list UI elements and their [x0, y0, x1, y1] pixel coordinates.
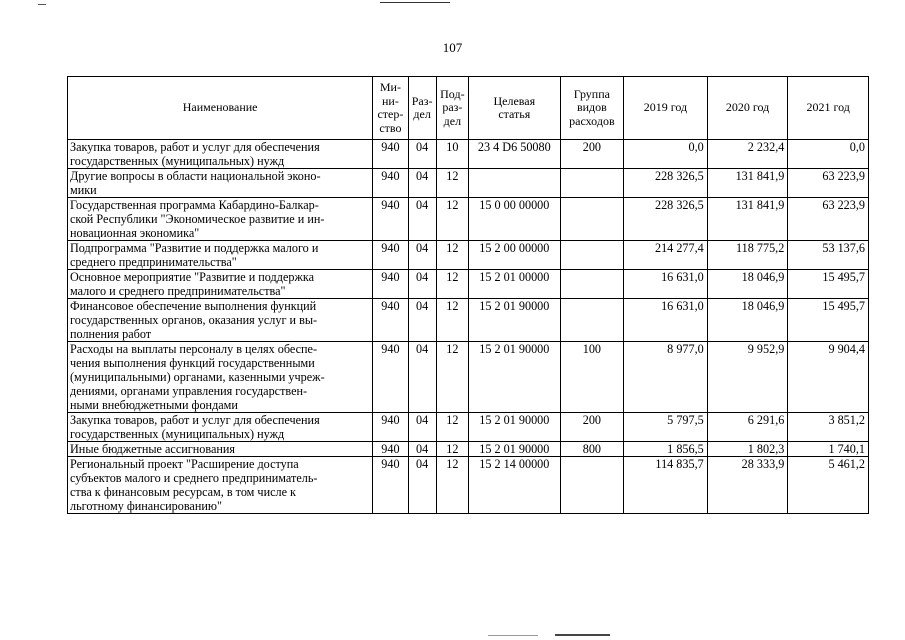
cell-ministry: 940: [373, 241, 408, 270]
cell-name: Региональный проект "Расширение доступа субъектов малого и среднего предприниматель- ства к финансовым ресурсам, в том числе к льготному финансированию": [68, 457, 373, 514]
header-ministry: Ми- ни- стер- ство: [373, 77, 408, 140]
cell-name: Финансовое обеспечение выполнения функций государственных органов, оказания услуг и вы- полнения работ: [68, 299, 373, 342]
cell-subsection: 12: [436, 342, 468, 413]
cell-name: Закупка товаров, работ и услуг для обеспечения государственных (муниципальных) нужд: [68, 140, 373, 169]
top-rule: [380, 2, 450, 3]
cell-2021: 53 137,6: [788, 241, 869, 270]
cell-name: Подпрограмма "Развитие и поддержка малого и среднего предпринимательства": [68, 241, 373, 270]
cell-2019: 16 631,0: [624, 270, 708, 299]
cell-2019: 114 835,7: [624, 457, 708, 514]
cell-group: [560, 241, 623, 270]
cell-name: Иные бюджетные ассигнования: [68, 442, 373, 457]
cell-2020: 28 333,9: [707, 457, 788, 514]
header-section: Раз- дел: [408, 77, 436, 140]
cell-2019: 0,0: [624, 140, 708, 169]
cell-subsection: 12: [436, 270, 468, 299]
cell-2019: 5 797,5: [624, 413, 708, 442]
cell-2019: 228 326,5: [624, 198, 708, 241]
bottom-rule-left: [488, 635, 538, 636]
cell-group: [560, 299, 623, 342]
cell-2021: 9 904,4: [788, 342, 869, 413]
header-2021: 2021 год: [788, 77, 869, 140]
table-row: [68, 241, 869, 270]
cell-section: 04: [408, 169, 436, 198]
cell-group: 800: [560, 442, 623, 457]
cell-2020: 118 775,2: [707, 241, 788, 270]
header-subsection: Под- раз- дел: [436, 77, 468, 140]
cell-ministry: 940: [373, 413, 408, 442]
table-row: [68, 198, 869, 241]
header-2020: 2020 год: [707, 77, 788, 140]
top-mark: [38, 4, 46, 5]
cell-subsection: 12: [436, 457, 468, 514]
cell-2019: 214 277,4: [624, 241, 708, 270]
cell-2021: 0,0: [788, 140, 869, 169]
cell-name: Основное мероприятие "Развитие и поддержка малого и среднего предпринимательства": [68, 270, 373, 299]
cell-ministry: 940: [373, 442, 408, 457]
cell-subsection: 12: [436, 241, 468, 270]
cell-2021: 15 495,7: [788, 299, 869, 342]
cell-target: 15 2 01 90000: [468, 342, 560, 413]
cell-target: 15 2 01 90000: [468, 413, 560, 442]
cell-name: Государственная программа Кабардино-Балкар- ской Республики "Экономическое развитие и ин- новационная экономика": [68, 198, 373, 241]
cell-name: Другие вопросы в области национальной эконо- мики: [68, 169, 373, 198]
cell-target: 15 2 01 00000: [468, 270, 560, 299]
cell-ministry: 940: [373, 342, 408, 413]
cell-subsection: 12: [436, 442, 468, 457]
cell-section: 04: [408, 241, 436, 270]
cell-2020: 131 841,9: [707, 198, 788, 241]
cell-2021: 63 223,9: [788, 169, 869, 198]
cell-subsection: 10: [436, 140, 468, 169]
cell-2021: 1 740,1: [788, 442, 869, 457]
cell-2020: 2 232,4: [707, 140, 788, 169]
cell-group: [560, 169, 623, 198]
cell-2020: 131 841,9: [707, 169, 788, 198]
cell-ministry: 940: [373, 270, 408, 299]
cell-name: Закупка товаров, работ и услуг для обеспечения государственных (муниципальных) нужд: [68, 413, 373, 442]
cell-target: 15 0 00 00000: [468, 198, 560, 241]
cell-section: 04: [408, 342, 436, 413]
table-header-row: [68, 77, 869, 140]
cell-2021: 15 495,7: [788, 270, 869, 299]
header-target: Целевая статья: [468, 77, 560, 140]
table-row: [68, 140, 869, 169]
cell-2020: 18 046,9: [707, 270, 788, 299]
cell-target: 15 2 01 90000: [468, 299, 560, 342]
cell-ministry: 940: [373, 140, 408, 169]
cell-subsection: 12: [436, 198, 468, 241]
cell-2019: 1 856,5: [624, 442, 708, 457]
cell-2021: 63 223,9: [788, 198, 869, 241]
table-body: [68, 140, 869, 514]
cell-target: 23 4 D6 50080: [468, 140, 560, 169]
cell-section: 04: [408, 457, 436, 514]
table-row: [68, 457, 869, 514]
table-row: [68, 342, 869, 413]
cell-section: 04: [408, 413, 436, 442]
cell-2019: 8 977,0: [624, 342, 708, 413]
cell-target: 15 2 00 00000: [468, 241, 560, 270]
cell-section: 04: [408, 270, 436, 299]
cell-group: 100: [560, 342, 623, 413]
table-row: [68, 169, 869, 198]
cell-ministry: 940: [373, 299, 408, 342]
cell-group: [560, 457, 623, 514]
cell-2020: 1 802,3: [707, 442, 788, 457]
cell-section: 04: [408, 140, 436, 169]
cell-ministry: 940: [373, 198, 408, 241]
header-2019: 2019 год: [624, 77, 708, 140]
cell-group: 200: [560, 413, 623, 442]
cell-ministry: 940: [373, 169, 408, 198]
cell-target: 15 2 01 90000: [468, 442, 560, 457]
cell-section: 04: [408, 198, 436, 241]
cell-2020: 18 046,9: [707, 299, 788, 342]
cell-2021: 5 461,2: [788, 457, 869, 514]
table-row: [68, 442, 869, 457]
cell-2021: 3 851,2: [788, 413, 869, 442]
cell-target: 15 2 14 00000: [468, 457, 560, 514]
cell-subsection: 12: [436, 169, 468, 198]
table-row: [68, 413, 869, 442]
cell-2020: 6 291,6: [707, 413, 788, 442]
budget-table: [67, 76, 869, 514]
cell-target: [468, 169, 560, 198]
cell-section: 04: [408, 299, 436, 342]
cell-group: [560, 270, 623, 299]
cell-group: [560, 198, 623, 241]
cell-group: 200: [560, 140, 623, 169]
cell-subsection: 12: [436, 413, 468, 442]
cell-subsection: 12: [436, 299, 468, 342]
cell-2019: 228 326,5: [624, 169, 708, 198]
page-number: 107: [442, 40, 463, 55]
table-row: [68, 270, 869, 299]
table-row: [68, 299, 869, 342]
cell-ministry: 940: [373, 457, 408, 514]
bottom-rule: [555, 634, 610, 636]
header-group: Группа видов расходов: [560, 77, 623, 140]
cell-name: Расходы на выплаты персоналу в целях обеспе- чения выполнения функций государственными (муниципальными) органами, казенными учреж- дениями, органами управления государствен- ными внебюджетными фондами: [68, 342, 373, 413]
cell-2020: 9 952,9: [707, 342, 788, 413]
cell-section: 04: [408, 442, 436, 457]
header-name: Наименование: [68, 77, 373, 140]
cell-2019: 16 631,0: [624, 299, 708, 342]
